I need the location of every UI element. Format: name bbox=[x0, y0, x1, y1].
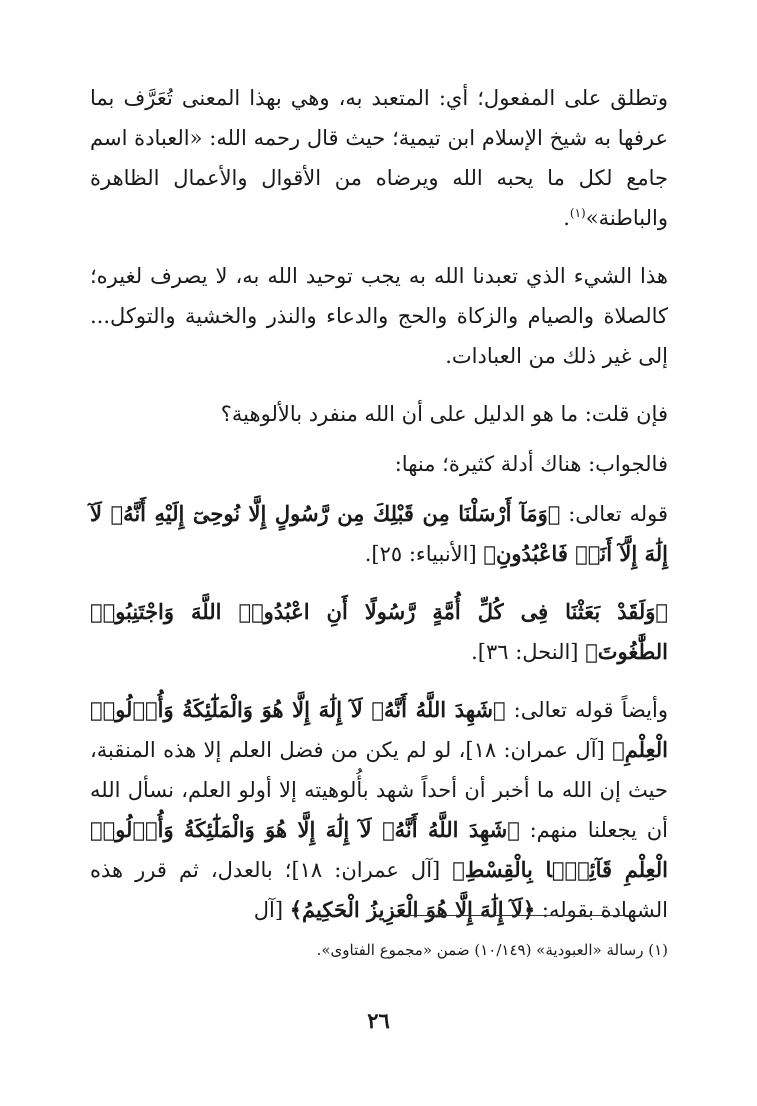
quran-verse: ﴿شَهِدَ اللَّهُ أَنَّهُۥ لَآ إِلَٰهَ إِلَّا هُوَ وَالْمَلَٰٓئِكَةُ وَأُو۟لُوا۟ الْعِلْمِ﴾ bbox=[90, 697, 668, 762]
quran-verse: ﴿وَمَآ أَرْسَلْنَا مِن قَبْلِكَ مِن رَّسُولٍ إِلَّا نُوحِىٓ إِلَيْهِ أَنَّهُۥ لَآ إِلَٰهَ إِلَّآ أَنَا۠ فَاعْبُدُونِ﴾ bbox=[90, 501, 668, 566]
page-number: ٢٦ bbox=[367, 1008, 390, 1033]
quran-verse: ﴿لَآ إِلَٰهَ إِلَّا هُوَ الْعَزِيزُ الْحَكِيمُ﴾ bbox=[289, 897, 536, 922]
footnote-divider bbox=[408, 915, 660, 916]
commentary-text: [آل عمران: ١٨]؛ بالعدل، ثم قرر هذه الشهادة بقوله: bbox=[90, 858, 668, 922]
commentary-text: [آل عمران: ١٨]، لو لم يكن من فضل العلم إلا هذه المنقبة، حيث إن الله ما أخبر أن أحداً شهد بأُلوهيته إلا أولو العلم، نسأل الله أن يجعلنا منهم: bbox=[90, 738, 668, 842]
quran-verse: ﴿شَهِدَ اللَّهُ أَنَّهُۥ لَآ إِلَٰهَ إِلَّا هُوَ وَالْمَلَٰٓئِكَةُ وَأُو۟لُوا۟ الْعِلْمِ قَآئِمًۢا بِالْقِسْطِ﴾ bbox=[90, 817, 669, 882]
paragraph-verse-anbiya bbox=[90, 494, 668, 574]
verse-reference: [الأنبياء: ٢٥]. bbox=[364, 542, 484, 566]
paragraph-verse-nahl bbox=[90, 592, 668, 672]
paragraph-tawhid: هذا الشيء الذي تعبدنا الله به يجب توحيد الله به، لا يصرف لغيره؛ كالصلاة والصيام والزكاة والحج والدعاء والنذر والخشية والتوكل... إلى غير ذلك من العبادات. bbox=[90, 264, 668, 368]
verse-intro: وأيضاً قوله تعالى: bbox=[505, 698, 668, 722]
paragraph-definition-text: وتطلق على المفعول؛ أي: المتعبد به، وهي بهذا المعنى تُعَرَّف بما عرفها به شيخ الإسلام ابن تيمية؛ حيث قال رحمه الله: «العبادة اسم جامع لكل ما يحبه الله ويرضاه من الأقوال والأعمال الظاهرة والباطنة» bbox=[90, 86, 668, 230]
paragraph-definition-end: . bbox=[563, 206, 570, 230]
verse-intro: قوله تعالى: bbox=[560, 502, 668, 526]
quran-verse: ﴿وَلَقَدْ بَعَثْنَا فِى كُلِّ أُمَّةٍ رَّسُولًا أَنِ اعْبُدُوا۟ اللَّهَ وَاجْتَنِبُوا۟ الطَّٰغُوتَ﴾ bbox=[90, 599, 668, 664]
paragraph-answer: فالجواب: هناك أدلة كثيرة؛ منها: bbox=[394, 452, 668, 476]
paragraph-verse-imran bbox=[90, 690, 668, 930]
verse-reference: [النحل: ٣٦]. bbox=[471, 640, 586, 664]
verse-reference: [آل bbox=[253, 898, 290, 922]
page-body bbox=[90, 78, 668, 948]
paragraph-definition bbox=[90, 78, 668, 238]
footnote-marker: (١) bbox=[569, 206, 586, 220]
footnote: (١) رسالة «العبودية» (١٠/١٤٩) ضمن «مجموع الفتاوى». bbox=[316, 941, 668, 959]
paragraph-question: فإن قلت: ما هو الدليل على أن الله منفرد بالألوهية؟ bbox=[220, 402, 668, 426]
